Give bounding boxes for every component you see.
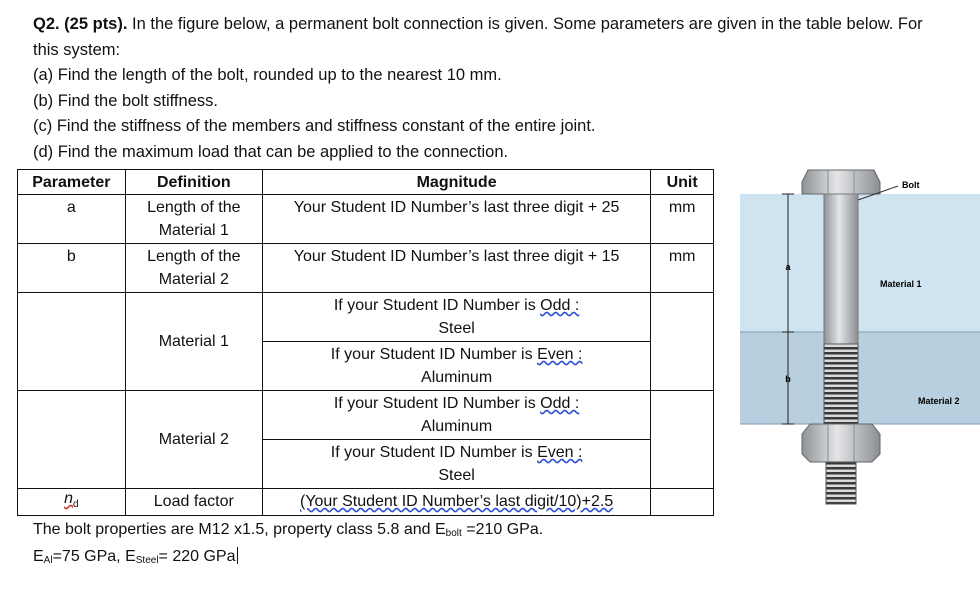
row-m2-definition: Material 2 [125,391,262,489]
row-m2-even-material: Steel [438,467,475,484]
bolt-properties [33,517,543,571]
parameters-table [17,169,714,516]
row-a-unit: mm [651,195,714,244]
properties-line-1 [33,517,543,544]
dim-b-label: b [785,374,791,384]
row-m1-odd-prefix: If your Student ID Number is [333,297,541,314]
row-n-unit [651,489,714,516]
properties-line1-prefix: The bolt properties are M12 x1.5, property class 5.8 and E [33,521,446,538]
question-part-c: (c) Find the stiffness of the members and stiffness constant of the entire joint. [33,117,596,135]
question-intro [33,12,943,63]
row-n-symbol-sub: d [73,499,79,511]
row-m1-odd-magnitude [262,293,650,342]
bolt-head [802,170,880,194]
dim-a-label: a [785,262,791,272]
material-1-label: Material 1 [880,279,922,289]
bolt-label: Bolt [902,180,920,190]
row-n-symbol-main: n [64,490,74,507]
table-row-m2-odd [18,391,714,440]
row-b-definition: Length of the Material 2 [125,244,262,293]
row-n-symbol [64,490,79,511]
table-row-b [18,244,714,293]
row-m1-even-material: Aluminum [421,369,493,386]
row-m1-parameter [18,293,126,391]
row-b-unit: mm [651,244,714,293]
row-m2-unit [651,391,714,489]
e-al-subscript: Al [43,555,53,566]
row-a-definition: Length of the Material 1 [125,195,262,244]
table-row-m1-odd [18,293,714,342]
row-m2-even-magnitude [262,440,650,489]
question-part-b: (b) Find the bolt stiffness. [33,91,218,110]
row-m2-odd-word: Odd : [540,395,580,412]
row-m1-even-prefix: If your Student ID Number is [330,346,538,363]
bolt-figure-svg [740,162,980,522]
header-unit: Unit [651,170,714,195]
bolt-shank [824,194,858,344]
e-al-value: =75 GPa, E [52,548,136,565]
row-m1-odd-material: Steel [438,320,475,337]
row-a-magnitude: Your Student ID Number’s last three digit + 25 [262,195,650,244]
table-row-n [18,489,714,516]
material-2-label: Material 2 [918,396,960,406]
table-header-row [18,170,714,195]
nut [802,424,880,462]
properties-line1-suffix: =210 GPa. [461,521,544,538]
properties-line-2 [33,544,543,571]
row-m1-even-word: Even : [537,346,583,363]
question-text [33,12,943,165]
row-m1-odd-word: Odd : [540,297,580,314]
row-b-magnitude: Your Student ID Number’s last three digit + 15 [262,244,650,293]
question-title: Q2. (25 pts). [33,15,128,33]
row-a-parameter: a [18,195,126,244]
header-definition: Definition [125,170,262,195]
row-n-magnitude-text: (Your Student ID Number’s last digit/10)+2.5 [299,493,614,510]
question-part-d: (d) Find the maximum load that can be applied to the connection. [33,142,509,161]
row-m2-even-prefix: If your Student ID Number is [330,444,538,461]
row-m1-even-magnitude [262,342,650,391]
header-parameter: Parameter [18,170,126,195]
material-1-plate [740,194,980,332]
material-2-plate [740,332,980,424]
question-part-a: (a) Find the length of the bolt, rounded up to the nearest 10 mm. [33,66,502,84]
bolt-tail-threads [826,462,856,504]
row-n-parameter [18,489,126,516]
row-m2-parameter [18,391,126,489]
row-m1-unit [651,293,714,391]
e-steel-value: = 220 GPa [158,548,236,565]
row-m2-odd-prefix: If your Student ID Number is [333,395,541,412]
e-al-symbol: E [33,548,44,565]
row-n-magnitude [262,489,650,516]
header-magnitude: Magnitude [262,170,650,195]
row-m2-odd-material: Aluminum [421,418,493,435]
row-n-definition: Load factor [125,489,262,516]
question-intro-text: In the figure below, a permanent bolt connection is given. Some parameters are given in the table below. For this system: [33,15,923,59]
row-m2-even-word: Even : [537,444,583,461]
row-m2-odd-magnitude [262,391,650,440]
e-bolt-subscript: bolt [445,528,462,539]
e-steel-subscript: Steel [135,555,159,566]
text-cursor [237,547,238,564]
row-m1-definition: Material 1 [125,293,262,391]
bolt-figure [740,162,980,522]
table-row-a [18,195,714,244]
row-b-parameter: b [18,244,126,293]
